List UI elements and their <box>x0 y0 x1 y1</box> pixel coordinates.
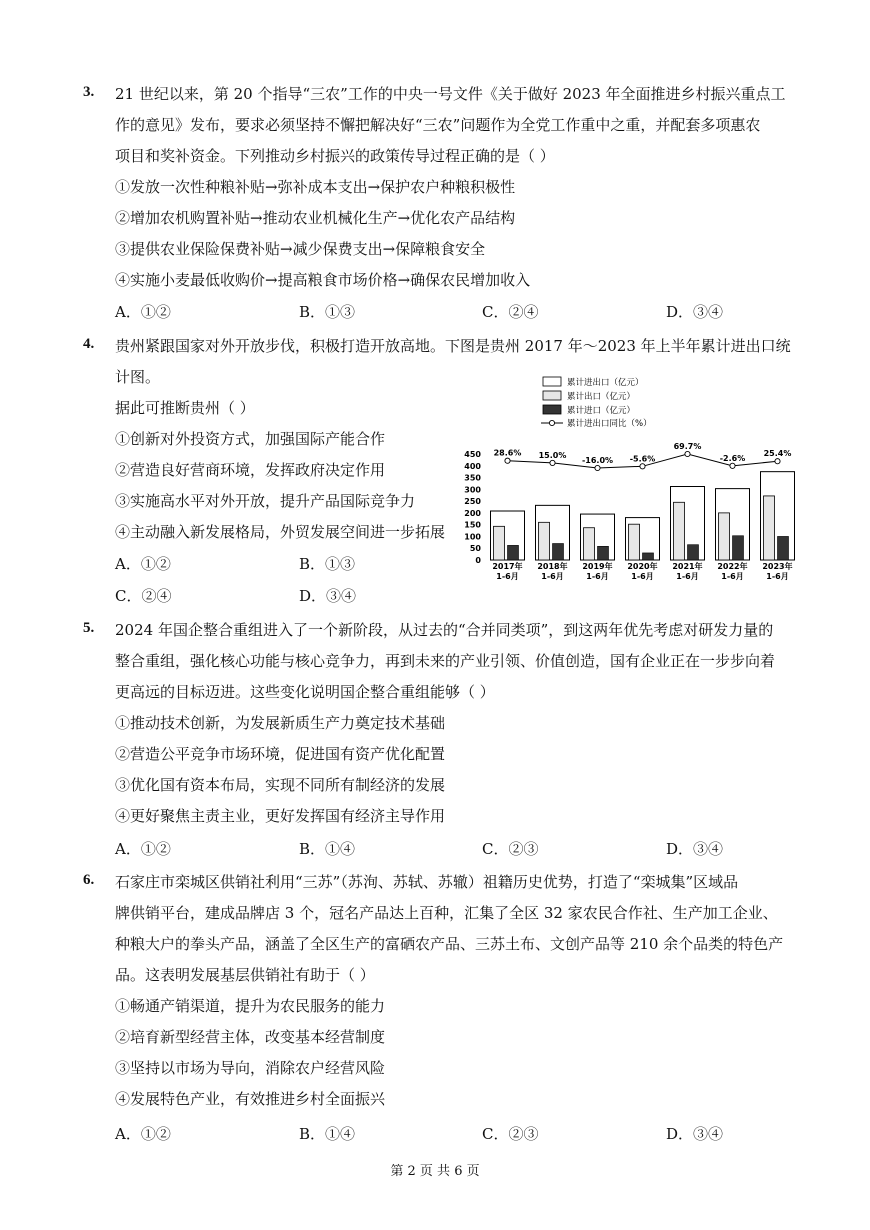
yoy-point <box>640 464 645 469</box>
x-tick-label: 2019年 <box>582 562 613 571</box>
question-stem-line: 贵州紧跟国家对外开放步伐，积极打造开放高地。下图是贵州 2017 年～2023 年上半年累计进出口统 <box>115 337 791 355</box>
statement-item: ②营造良好营商环境，发挥政府决定作用 <box>115 461 386 479</box>
bar-import <box>778 536 789 560</box>
statement-item: ④发展特色产业，有效推进乡村全面振兴 <box>115 1090 386 1108</box>
option-c[interactable]: C．②④ <box>115 587 172 605</box>
x-tick-label: 2022年 <box>717 562 748 571</box>
question-stem-line: 2024 年国企整合重组进入了一个新阶段，从过去的“合并同类项”，到这两年优先考虑对研发力量的 <box>115 621 774 639</box>
option-d[interactable]: D．③④ <box>666 840 724 858</box>
x-tick-label: 1-6月 <box>721 572 744 581</box>
question-stem-line: 更高远的目标迈进。这些变化说明国企整合重组能够（ ） <box>115 683 495 701</box>
x-tick-label: 2018年 <box>537 562 568 571</box>
option-a[interactable]: A．①② <box>115 555 171 573</box>
question-number: 6. <box>83 872 95 888</box>
yoy-data-label: 15.0% <box>538 450 567 460</box>
legend-swatch <box>543 405 561 414</box>
bar-export <box>539 522 550 560</box>
option-c[interactable]: C．②③ <box>482 840 539 858</box>
x-axis-labels <box>492 561 792 581</box>
question-stem-line: 项目和奖补资金。下列推动乡村振兴的政策传导过程正确的是（ ） <box>115 147 555 165</box>
x-tick-label: 1-6月 <box>586 572 609 581</box>
x-tick-label: 2021年 <box>672 562 703 571</box>
yoy-point <box>775 459 780 464</box>
bar-import <box>508 545 519 560</box>
chart-legend <box>541 377 652 429</box>
question-stem-line: 据此可推断贵州（ ） <box>115 399 255 417</box>
y-tick-label: 100 <box>464 532 481 542</box>
y-tick-label: 200 <box>464 508 481 518</box>
statement-item: ③坚持以市场为导向，消除农户经营风险 <box>115 1059 386 1077</box>
question-number: 5. <box>83 620 95 636</box>
statement-item: ②增加农机购置补贴→推动农业机械化生产→优化农产品结构 <box>115 209 516 227</box>
x-tick-label: 2023年 <box>762 562 793 571</box>
bar-import <box>733 536 744 560</box>
yoy-point <box>595 465 600 470</box>
legend-label: 累计出口（亿元） <box>567 392 636 402</box>
yoy-data-label: 69.7% <box>673 442 702 451</box>
bar-import <box>598 546 609 560</box>
yoy-point <box>685 451 690 456</box>
x-tick-label: 1-6月 <box>541 572 564 581</box>
y-tick-label: 350 <box>464 473 481 483</box>
y-tick-label: 400 <box>464 461 481 471</box>
option-b[interactable]: B．①③ <box>299 555 356 573</box>
option-c[interactable]: C．②③ <box>482 1125 539 1143</box>
legend-swatch <box>543 391 561 400</box>
question-stem-line: 种粮大户的拳头产品，涵盖了全区生产的富硒农产品、三苏土布、文创产品等 210 余个品类的特色产 <box>115 935 784 953</box>
legend-label: 累计进出口（亿元） <box>567 378 644 388</box>
option-b[interactable]: B．①③ <box>299 303 356 321</box>
bar-import <box>688 545 699 560</box>
question-stem-line: 石家庄市栾城区供销社利用“三苏”（苏洵、苏轼、苏辙）祖籍历史优势，打造了“栾城集”区域品 <box>115 873 739 891</box>
y-axis <box>464 450 481 565</box>
y-tick-label: 450 <box>464 450 481 459</box>
x-tick-label: 1-6月 <box>676 572 699 581</box>
option-b[interactable]: B．①④ <box>299 1125 356 1143</box>
bar-import <box>553 544 564 560</box>
yoy-data-label: -5.6% <box>629 454 656 464</box>
yoy-data-label: 25.4% <box>763 449 792 459</box>
bar-export <box>629 524 640 560</box>
statement-item: ③优化国有资本布局，实现不同所有制经济的发展 <box>115 776 446 794</box>
statement-item: ①畅通产销渠道，提升为农民服务的能力 <box>115 997 386 1015</box>
page-footer: 第 2 页 共 6 页 <box>390 1164 480 1179</box>
question-stem-line: 21 世纪以来，第 20 个指导“三农”工作的中央一号文件《关于做好 2023 年全面推进乡村振兴重点工 <box>115 85 786 103</box>
bar-export <box>674 502 685 560</box>
yoy-data-label: 28.6% <box>493 448 522 458</box>
yoy-data-label: -2.6% <box>719 453 746 463</box>
question-number: 4. <box>83 336 95 352</box>
bar-export <box>494 526 505 560</box>
option-c[interactable]: C．②④ <box>482 303 539 321</box>
yoy-point <box>730 463 735 468</box>
option-d[interactable]: D．③④ <box>299 587 357 605</box>
statement-item: ①创新对外投资方式，加强国际产能合作 <box>115 430 386 448</box>
option-a[interactable]: A．①② <box>115 840 171 858</box>
y-tick-label: 150 <box>464 520 481 530</box>
question-stem-line: 整合重组，强化核心功能与核心竞争力，再到未来的产业引领、价值创造，国有企业正在一步步向着 <box>115 652 776 670</box>
statement-item: ②培育新型经营主体，改变基本经营制度 <box>115 1028 386 1046</box>
statement-item: ②营造公平竞争市场环境，促进国有资产优化配置 <box>115 745 446 763</box>
y-tick-label: 50 <box>469 544 481 554</box>
question-number: 3. <box>83 84 95 100</box>
y-tick-label: 0 <box>475 556 481 565</box>
option-a[interactable]: A．①② <box>115 1125 171 1143</box>
x-tick-label: 1-6月 <box>766 572 789 581</box>
bar-export <box>764 496 775 560</box>
x-tick-label: 1-6月 <box>496 572 519 581</box>
question-stem-line: 牌供销平台，建成品牌店 3 个，冠名产品达上百种，汇集了全区 32 家农民合作社、生产加工企业、 <box>115 904 778 922</box>
x-tick-label: 2020年 <box>627 562 658 571</box>
bar-import <box>643 553 654 560</box>
x-tick-label: 1-6月 <box>631 572 654 581</box>
x-tick-label: 2017年 <box>492 562 523 571</box>
bar-export <box>584 528 595 560</box>
question-stem-line: 品。这表明发展基层供销社有助于（ ） <box>115 966 375 984</box>
statement-item: ③提供农业保险保费补贴→减少保费支出→保障粮食安全 <box>115 240 486 258</box>
statement-item: ①发放一次性种粮补贴→弥补成本支出→保护农户种粮积极性 <box>115 178 516 196</box>
statement-item: ④更好聚焦主责主业，更好发挥国有经济主导作用 <box>115 807 446 825</box>
option-d[interactable]: D．③④ <box>666 1125 724 1143</box>
y-tick-label: 250 <box>464 497 481 507</box>
statement-item: ④主动融入新发展格局，外贸发展空间进一步拓展 <box>115 523 446 541</box>
trade-chart <box>455 372 807 584</box>
statement-item: ①推动技术创新，为发展新质生产力奠定技术基础 <box>115 714 446 732</box>
legend-swatch <box>543 377 561 386</box>
option-a[interactable]: A．①② <box>115 303 171 321</box>
yoy-data-label: -16.0% <box>581 456 614 465</box>
yoy-point <box>550 460 555 465</box>
option-b[interactable]: B．①④ <box>299 840 356 858</box>
bar-export <box>719 513 730 560</box>
y-tick-label: 300 <box>464 485 481 495</box>
legend-line-marker <box>549 420 554 425</box>
question-stem-line: 作的意见》发布，要求必须坚持不懈把解决好“三农”问题作为全党工作重中之重，并配套多项惠农 <box>115 116 761 134</box>
legend-label: 累计进口（亿元） <box>567 406 636 416</box>
bar-series <box>491 472 795 560</box>
statement-item: ③实施高水平对外开放，提升产品国际竞争力 <box>115 492 416 510</box>
option-d[interactable]: D．③④ <box>666 303 724 321</box>
question-stem-line: 计图。 <box>115 368 161 386</box>
legend-label: 累计进出口同比（%） <box>567 419 652 429</box>
statement-item: ④实施小麦最低收购价→提高粮食市场价格→确保农民增加收入 <box>115 271 531 289</box>
yoy-point <box>505 458 510 463</box>
yoy-line-series <box>494 442 792 471</box>
